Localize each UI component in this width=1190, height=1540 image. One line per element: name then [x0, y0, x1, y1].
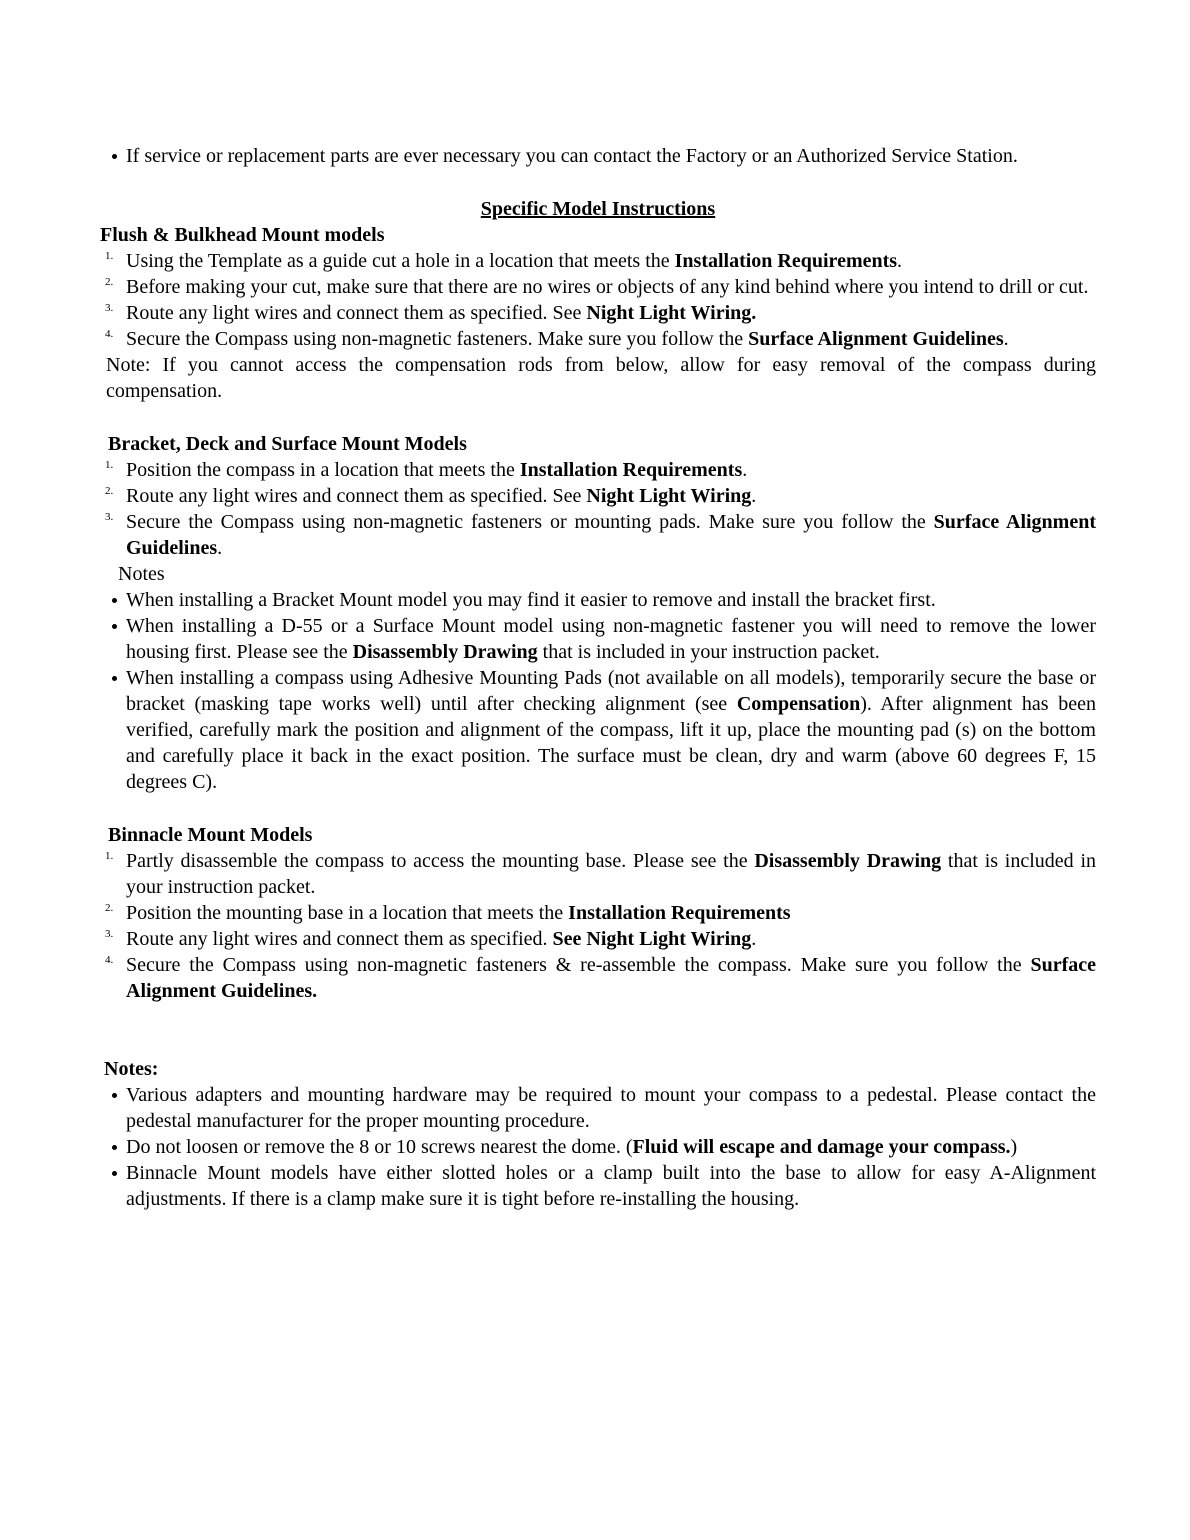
bullet-item	[100, 143, 1096, 169]
plain-text: ). After alignment has been verified, carefully mark the position and alignment of the compass, lift it up, place the mounting pad (s) on the bottom and carefully place it back in the exact position. The surface must be clean, dry and warm (above 60 degrees F, 15 degrees C).	[126, 693, 1096, 793]
list-number: 3.	[105, 511, 114, 523]
plain-text: If service or replacement parts are ever necessary you can contact the Factory or an Authorized Service Station.	[126, 145, 1018, 167]
plain-text: .	[751, 928, 757, 950]
note-paragraph	[106, 352, 1096, 404]
bullet-item	[100, 613, 1096, 665]
bold-text: Fluid will escape and damage your compass.	[632, 1136, 1011, 1158]
vertical-spacer	[100, 795, 1096, 822]
plain-text: that is included in your instruction packet.	[537, 641, 880, 663]
bold-text: Compensation	[736, 693, 861, 715]
bullet-item	[100, 587, 1096, 613]
plain-text: Before making your cut, make sure that there are no wires or objects of any kind behind where you intend to drill or cut.	[126, 276, 1089, 298]
bold-text: Installation Requirements	[568, 902, 791, 924]
vertical-spacer	[100, 1004, 1096, 1056]
plain-text: Using the Template as a guide cut a hole in a location that meets the	[126, 250, 675, 272]
numbered-item	[100, 900, 1096, 926]
list-number: 4.	[105, 328, 114, 340]
plain-text: Route any light wires and connect them as specified. See	[126, 485, 587, 507]
list-number: 3.	[105, 928, 114, 940]
plain-text: Note: If you cannot access the compensation rods from below, allow for easy removal of the compass during compensation.	[106, 354, 1096, 402]
plain-text: .	[217, 537, 223, 559]
numbered-item	[100, 952, 1096, 1004]
bold-text: Surface Alignment Guidelines	[748, 328, 1004, 350]
plain-text: Partly disassemble the compass to access the mounting base. Please see the	[126, 850, 755, 872]
bold-text: Night Light Wiring.	[586, 302, 757, 324]
section-heading	[108, 822, 1096, 848]
list-number: 1.	[105, 250, 114, 262]
bold-text: Surface Alignment Guidelines.	[126, 954, 1096, 1002]
plain-text: .	[742, 459, 748, 481]
note-paragraph	[118, 561, 1096, 587]
bullet-icon	[112, 624, 117, 629]
bold-text: Installation Requirements	[519, 459, 743, 481]
plain-text: When installing a Bracket Mount model you may find it easier to remove and install the bracket first.	[126, 589, 936, 611]
list-number: 2.	[105, 485, 114, 497]
plain-text: Do not loosen or remove the 8 or 10 screws nearest the dome. (	[126, 1136, 633, 1158]
bullet-icon	[112, 154, 117, 159]
plain-text: that is included in your instruction packet.	[126, 850, 1097, 898]
plain-text: When installing a D-55 or a Surface Mount model using non-magnetic fastener you will need to remove the lower housing first. Please see the	[126, 615, 1096, 663]
numbered-item	[100, 300, 1096, 326]
plain-text: .	[897, 250, 903, 272]
list-number: 2.	[105, 902, 114, 914]
plain-text: Flush & Bulkhead Mount models	[100, 224, 385, 246]
plain-text: Route any light wires and connect them as specified.	[126, 928, 553, 950]
list-number: 4.	[105, 954, 114, 966]
plain-text: Notes	[118, 563, 165, 585]
list-number: 2.	[105, 276, 114, 288]
bullet-item	[100, 1134, 1096, 1160]
bold-text: Surface Alignment Guidelines	[126, 511, 1097, 559]
numbered-item	[100, 248, 1096, 274]
plain-text: Position the compass in a location that meets the	[126, 459, 520, 481]
bold-text: Night Light Wiring	[586, 485, 752, 507]
vertical-spacer	[100, 404, 1096, 431]
bullet-icon	[112, 598, 117, 603]
plain-text: Bracket, Deck and Surface Mount Models	[108, 433, 467, 455]
plain-text: )	[1010, 1136, 1018, 1158]
plain-text: Position the mounting base in a location that meets the	[126, 902, 569, 924]
bullet-item	[100, 1082, 1096, 1134]
vertical-spacer	[100, 169, 1096, 196]
plain-text: .	[1003, 328, 1009, 350]
document-body	[100, 143, 1096, 1212]
bold-text: Installation Requirements	[674, 250, 898, 272]
section-heading	[100, 222, 1096, 248]
section-heading	[108, 431, 1096, 457]
bullet-icon	[112, 1093, 117, 1098]
bullet-item	[100, 1160, 1096, 1212]
plain-text: .	[751, 485, 757, 507]
section-heading	[104, 1056, 1096, 1082]
bold-text: Disassembly Drawing	[754, 850, 942, 872]
numbered-item	[100, 483, 1096, 509]
list-number: 1.	[105, 850, 114, 862]
plain-text: Binnacle Mount models have either slotted holes or a clamp built into the base to allow for easy A-Alignment adjustments. If there is a clamp make sure it is tight before re-installing the housing.	[126, 1162, 1096, 1210]
bullet-item	[100, 665, 1096, 795]
numbered-item	[100, 926, 1096, 952]
list-number: 1.	[105, 459, 114, 471]
plain-text: Specific Model Instructions	[480, 198, 716, 220]
numbered-item	[100, 457, 1096, 483]
bullet-icon	[112, 676, 117, 681]
bold-text: See Night Light Wiring	[552, 928, 752, 950]
plain-text: Binnacle Mount Models	[108, 824, 313, 846]
plain-text: When installing a compass using Adhesive Mounting Pads (not available on all models), temporarily secure the base or bracket (masking tape works well) until after checking alignment (see	[126, 667, 1096, 715]
numbered-item	[100, 274, 1096, 300]
bold-text: Disassembly Drawing	[352, 641, 538, 663]
numbered-item	[100, 509, 1096, 561]
list-number: 3.	[105, 302, 114, 314]
bullet-icon	[112, 1171, 117, 1176]
numbered-item	[100, 326, 1096, 352]
plain-text: Secure the Compass using non-magnetic fasteners or mounting pads. Make sure you follow the	[126, 511, 934, 533]
plain-text: Route any light wires and connect them as specified. See	[126, 302, 587, 324]
plain-text: Various adapters and mounting hardware may be required to mount your compass to a pedestal. Please contact the pedestal manufacturer for the proper mounting procedure.	[126, 1084, 1096, 1132]
plain-text: Notes:	[104, 1058, 159, 1080]
bullet-icon	[112, 1145, 117, 1150]
document-title	[100, 196, 1096, 222]
numbered-item	[100, 848, 1096, 900]
plain-text: Secure the Compass using non-magnetic fasteners & re-assemble the compass. Make sure you follow the	[126, 954, 1031, 976]
plain-text: Secure the Compass using non-magnetic fasteners. Make sure you follow the	[126, 328, 749, 350]
